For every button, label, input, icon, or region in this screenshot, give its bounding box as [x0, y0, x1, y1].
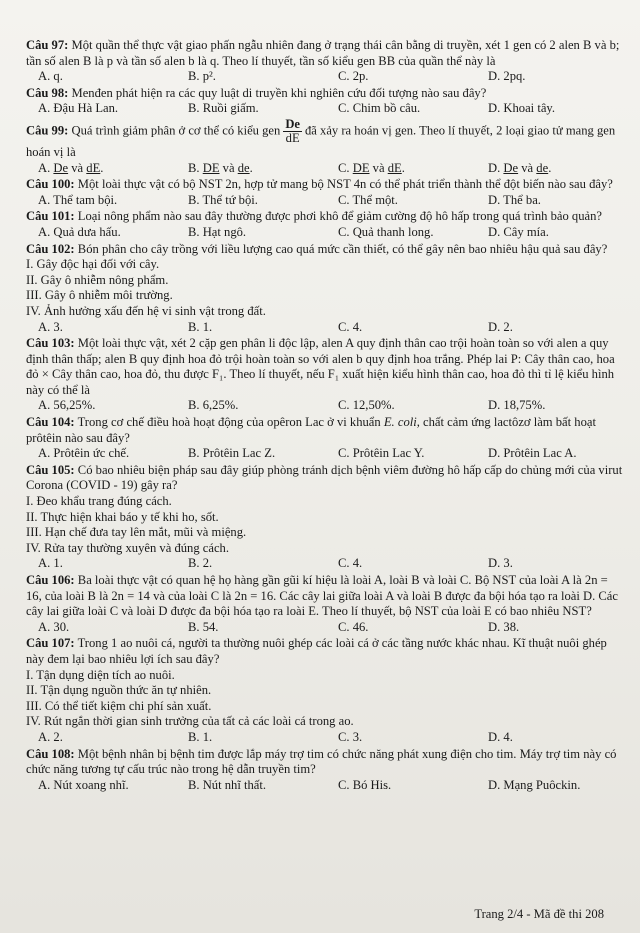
question-number: Câu 108: [26, 746, 75, 761]
option-c[interactable]: C. Thể một. [338, 192, 398, 207]
question-text: Quá trình giảm phân ở cơ thể có kiểu gen [71, 123, 281, 138]
option-b[interactable]: B. 1. [188, 729, 213, 744]
statement-item: II. Gây ô nhiễm nông phẩm. [26, 272, 169, 287]
question-number: Câu 97: [26, 38, 69, 52]
conj: và [521, 160, 534, 175]
statement-item: IV. Rửa tay thường xuyên và đúng cách. [26, 540, 229, 555]
question-number: Câu 103: [26, 336, 75, 351]
option-a[interactable]: A. De và dE. [38, 160, 104, 175]
answer-options [26, 620, 626, 636]
question-text: Ba loài thực vật có quan hệ họ hàng gần gũi kí hiệu là loài A, loài B và loài C. Bộ NST của loài A là 2n = 16, của loài B là 2n = 14 và của loài C là 2n = 16. Các cây lai giữa loài A và loài B được đa bội hóa tạo ra loài D. Các cây lai giữa loài C và loài D được đa bội hóa tạo ra loài E. Theo lí thuyết, bộ NST của loài E có bao nhiêu NST? [26, 573, 618, 619]
genotype-fraction [283, 118, 302, 145]
option-b[interactable]: B. Ruồi giấm. [188, 101, 259, 116]
question-number: Câu 100: [26, 177, 75, 192]
option-d[interactable]: D. Khoai tây. [488, 101, 556, 116]
gamete: de [536, 160, 549, 175]
option-a[interactable]: A. Prôtêin ức chế. [38, 446, 130, 461]
option-a[interactable]: A. 2. [38, 729, 63, 744]
option-b[interactable]: B. 54. [188, 619, 219, 634]
option-a[interactable]: A. Đậu Hà Lan. [38, 101, 119, 116]
option-b[interactable]: B. Thể tứ bội. [188, 192, 258, 207]
statement-item: III. Hạn chế đưa tay lên mắt, mũi và miệng. [26, 525, 247, 540]
option-d[interactable]: D. Cây mía. [488, 224, 549, 239]
question-100 [26, 177, 626, 193]
answer-options [26, 193, 626, 209]
option-a[interactable]: A. Nút xoang nhĩ. [38, 777, 129, 792]
answer-options [26, 320, 626, 336]
gamete: DE [352, 160, 370, 175]
question-number: Câu 101: [26, 209, 75, 224]
gamete: De [503, 160, 519, 175]
question-98 [26, 86, 626, 102]
question-97 [26, 38, 626, 69]
question-text: Một bệnh nhân bị bệnh tim được lắp máy trợ tim có chức năng phát xung điện cho tim. Máy trợ tim này có chức năng tương tự cấu trúc nào trong hệ dẫn truyền tim? [26, 746, 617, 777]
option-d[interactable]: D. 3. [488, 556, 513, 571]
statement-item: IV. Rút ngắn thời gian sinh trưởng của tất cả các loài cá trong ao. [26, 714, 354, 729]
question-text-cont: , chất cảm ứng lactôzơ làm bất hoạt prôtêin nào sau đây? [26, 415, 596, 445]
answer-options [26, 225, 626, 241]
option-a[interactable]: A. Quả dưa hấu. [38, 224, 121, 239]
gamete: dE [387, 160, 402, 175]
question-105 [26, 463, 626, 494]
question-104 [26, 415, 626, 446]
option-c[interactable]: C. 4. [338, 319, 363, 334]
answer-options [26, 446, 626, 462]
statement-item: III. Gây ô nhiễm môi trường. [26, 288, 173, 303]
option-d[interactable]: D. Thể ba. [488, 192, 541, 207]
statement-item: II. Thực hiện khai báo y tế khi ho, sốt. [26, 509, 219, 524]
question-text: Bón phân cho cây trồng với liều lượng cao quá mức cần thiết, có thể gây nên bao nhiêu hậu quả sau đây? [77, 241, 608, 256]
question-text: Một loài thực vật có bộ NST 2n, hợp tử mang bộ NST 4n có thể phát triển thành thể đột biến nào sau đây? [77, 177, 613, 192]
gamete: De [53, 160, 69, 175]
option-a[interactable]: A. 3. [38, 319, 63, 334]
option-c[interactable]: C. 2p. [338, 69, 369, 84]
option-c[interactable]: C. Bó His. [338, 777, 392, 792]
statement-item: I. Tận dụng diện tích ao nuôi. [26, 667, 175, 682]
question-103 [26, 336, 626, 398]
conj: và [222, 160, 235, 175]
question-text: Một loài thực vật, xét 2 cặp gen phân li độc lập, alen A quy định thân cao trội hoàn toàn so với alen a quy định thân thấp; alen B quy định hoa đỏ trội hoàn toàn so với alen b quy định hoa trắng. Phép lai P: Cây thân cao, hoa đỏ × Cây thân cao, hoa đỏ, thu được F₁. Theo lí thuyết, nếu F₁ xuất hiện kiểu hình thân cao, hoa đỏ thì tỉ lệ kiểu hình này có thể là [26, 336, 615, 397]
conj: và [71, 160, 84, 175]
option-a[interactable]: A. 30. [38, 619, 70, 634]
option-d[interactable]: D. 2pq. [488, 69, 526, 84]
option-b[interactable]: B. Nút nhĩ thất. [188, 777, 267, 792]
statement-item: II. Tận dụng nguồn thức ăn tự nhiên. [26, 683, 212, 698]
answer-options [26, 556, 626, 572]
answer-options [26, 730, 626, 746]
answer-options [26, 101, 626, 117]
question-106 [26, 573, 626, 620]
option-c[interactable]: C. 46. [338, 619, 369, 634]
option-d[interactable]: D. 4. [488, 729, 513, 744]
option-d[interactable]: D. 38. [488, 619, 520, 634]
option-label: C. [338, 160, 350, 175]
question-text-cont: đã xảy ra hoán vị gen. Theo lí thuyết, 2 loại giao tử mang gen hoán vị là [26, 123, 616, 159]
option-a[interactable]: A. q. [38, 69, 63, 84]
species-name: E. coli [383, 415, 417, 430]
option-d[interactable]: D. Mạng Puôckin. [488, 777, 581, 792]
statement-item: I. Đeo khẩu trang đúng cách. [26, 494, 172, 509]
question-text: Menđen phát hiện ra các quy luật di truyền khi nghiên cứu đối tượng nào sau đây? [71, 85, 487, 100]
question-102 [26, 242, 626, 258]
option-a[interactable]: A. 56,25%. [38, 398, 96, 413]
question-101 [26, 209, 626, 225]
option-label: D. [488, 160, 501, 175]
option-c[interactable]: C. Chim bồ câu. [338, 101, 421, 116]
question-text: Một quần thể thực vật giao phấn ngẫu nhiên đang ở trạng thái cân bằng di truyền, xét 1 gen có 2 alen B và b; tần số alen B là p và tần số alen b là q. Theo lí thuyết, tần số kiểu gen BB của quần thể này là [26, 38, 620, 68]
question-text: Trong 1 ao nuôi cá, người ta thường nuôi ghép các loài cá ở các tầng nước khác nhau. Kĩ thuật nuôi ghép này đem lại bao nhiêu lợi ích sau đây? [26, 636, 607, 666]
page-footer: Trang 2/4 - Mã đề thi 208 [474, 907, 604, 922]
option-c[interactable]: C. 4. [338, 556, 363, 571]
option-c[interactable]: C. 3. [338, 729, 363, 744]
option-b[interactable]: B. 2. [188, 556, 213, 571]
question-text: Loại nông phẩm nào sau đây thường được phơi khô để giảm cường độ hô hấp trong quá trình bảo quản? [77, 209, 602, 224]
option-d[interactable]: D. De và de. [488, 160, 552, 175]
question-number: Câu 106: [26, 573, 75, 587]
option-c[interactable]: C. Quả thanh long. [338, 224, 434, 239]
option-b[interactable]: B. 1. [188, 319, 213, 334]
option-label: B. [188, 160, 200, 175]
option-b[interactable]: B. DE và de. [188, 160, 253, 175]
question-107 [26, 636, 626, 667]
option-b[interactable]: B. Prôtêin Lac Z. [188, 446, 276, 461]
question-99 [26, 118, 626, 161]
gamete: dE [86, 160, 101, 175]
gamete: de [237, 160, 250, 175]
fraction-bottom: dE [285, 130, 300, 145]
statement-item: IV. Ảnh hưởng xấu đến hệ vi sinh vật trong đất. [26, 303, 266, 318]
statement-item: III. Có thể tiết kiệm chi phí sản xuất. [26, 698, 212, 713]
option-d[interactable]: D. 2. [488, 319, 513, 334]
option-b[interactable]: B. p². [188, 69, 216, 84]
answer-options [26, 778, 626, 794]
question-108 [26, 747, 626, 778]
question-text: Trong cơ chế điều hoà hoạt động của opêron Lac ở vi khuẩn [77, 415, 381, 430]
question-text: Có bao nhiêu biện pháp sau đây giúp phòng tránh dịch bệnh viêm đường hô hấp cấp do chủng mới của virut Corona (COVID - 19) gây ra? [26, 462, 623, 493]
answer-options [26, 398, 626, 414]
option-c[interactable]: C. 12,50%. [338, 398, 395, 413]
option-d[interactable]: D. 18,75%. [488, 398, 546, 413]
fraction-top: De [285, 116, 300, 131]
question-number: Câu 98: [26, 85, 69, 100]
option-a[interactable]: A. 1. [38, 556, 63, 571]
question-number: Câu 102: [26, 241, 75, 256]
conj: và [372, 160, 385, 175]
option-b[interactable]: B. 6,25%. [188, 398, 239, 413]
option-label: A. [38, 160, 51, 175]
answer-options [26, 69, 626, 85]
question-number: Câu 99: [26, 123, 69, 138]
option-d[interactable]: D. Prôtêin Lac A. [488, 446, 577, 461]
answer-options [26, 161, 626, 177]
option-c[interactable]: C. Prôtêin Lac Y. [338, 446, 425, 461]
question-number: Câu 104: [26, 415, 75, 430]
statement-item: I. Gây độc hại đối với cây. [26, 257, 160, 272]
option-a[interactable]: A. Thể tam bội. [38, 192, 118, 207]
option-b[interactable]: B. Hạt ngô. [188, 224, 247, 239]
gamete: DE [202, 160, 220, 175]
option-c[interactable]: C. DE và dE. [338, 160, 405, 175]
question-number: Câu 107: [26, 636, 75, 651]
question-number: Câu 105: [26, 462, 75, 477]
